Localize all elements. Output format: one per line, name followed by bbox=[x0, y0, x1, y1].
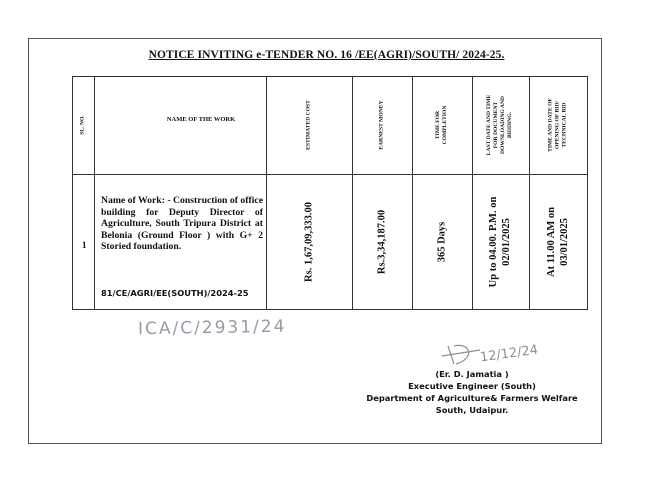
col-border bbox=[472, 76, 473, 310]
header-opening bbox=[548, 98, 569, 152]
header-line: TIME AND DATE OF bbox=[547, 98, 554, 152]
col-border bbox=[587, 76, 588, 310]
estimated-cost-value: Rs. 1,67,09,333.00 bbox=[303, 202, 315, 282]
handwritten-reference-note: ICA/C/2931/24 bbox=[137, 316, 287, 340]
table-top-border bbox=[72, 76, 588, 77]
header-name-of-work: NAME OF THE WORK bbox=[166, 116, 236, 123]
signatory-location: South, Udaipur. bbox=[435, 405, 509, 415]
col-border bbox=[352, 76, 353, 310]
opening-date-value bbox=[545, 207, 571, 277]
value-line: 03/01/2025 bbox=[559, 218, 570, 266]
signature-date: 12/12/24 bbox=[479, 342, 540, 366]
signatory-name: (Er. D. Jamatia ) bbox=[435, 369, 509, 379]
value-line: At 11.00 AM on bbox=[546, 206, 557, 278]
col-border bbox=[72, 76, 73, 310]
header-line: TIME FOR bbox=[435, 110, 441, 140]
header-line: LAST DATE AND TIME bbox=[486, 94, 492, 156]
header-line: COMPLETION bbox=[442, 105, 448, 145]
header-line: OPENING OF BID/ bbox=[554, 101, 561, 149]
signatory-department: Department of Agriculture& Farmers Welfare bbox=[366, 393, 578, 403]
header-line: DOWNLOADING AND bbox=[500, 96, 506, 154]
completion-time-value: 365 Days bbox=[436, 221, 448, 263]
header-line: BIDDING. bbox=[507, 112, 513, 138]
header-earnest-money: EARNEST MONEY bbox=[378, 100, 385, 150]
value-line: Up to 04.00. P.M. on bbox=[488, 196, 499, 288]
value-line: 02/01/2025 bbox=[501, 218, 512, 266]
col-border bbox=[94, 76, 95, 310]
header-time-for-completion bbox=[435, 106, 449, 145]
earnest-money-value: Rs.3,34,187.00 bbox=[376, 209, 388, 275]
col-border bbox=[412, 76, 413, 310]
header-line: TECHNICAL BID bbox=[561, 102, 568, 148]
last-date-value bbox=[487, 197, 513, 288]
reference-number: 81/CE/AGRI/EE(SOUTH)/2024-25 bbox=[101, 288, 249, 298]
work-description: Name of Work: - Construction of office building for Deputy Director of Agriculture, South Tripura District at Belonia (Ground Floor ) with G+ 2 Storied foundation. bbox=[101, 195, 263, 253]
col-border bbox=[266, 76, 267, 310]
row-sl-no: 1 bbox=[82, 240, 87, 250]
signature-stroke bbox=[442, 345, 480, 364]
header-sl-no: SL. NO. bbox=[79, 115, 86, 135]
col-border bbox=[529, 76, 530, 310]
signatory-designation: Executive Engineer (South) bbox=[408, 381, 536, 391]
header-last-date bbox=[486, 95, 514, 155]
signature-mark bbox=[440, 336, 570, 370]
notice-title: NOTICE INVITING e-TENDER NO. 16 /EE(AGRI)/SOUTH/ 2024-25. bbox=[148, 49, 505, 61]
header-divider bbox=[72, 174, 588, 175]
signature-block bbox=[358, 368, 586, 416]
header-estimated-cost: ESTIMATED COST bbox=[305, 100, 312, 150]
header-line: FOR DOCUMENT bbox=[493, 101, 499, 149]
tender-table bbox=[72, 76, 588, 310]
table-bottom-border bbox=[72, 309, 588, 310]
